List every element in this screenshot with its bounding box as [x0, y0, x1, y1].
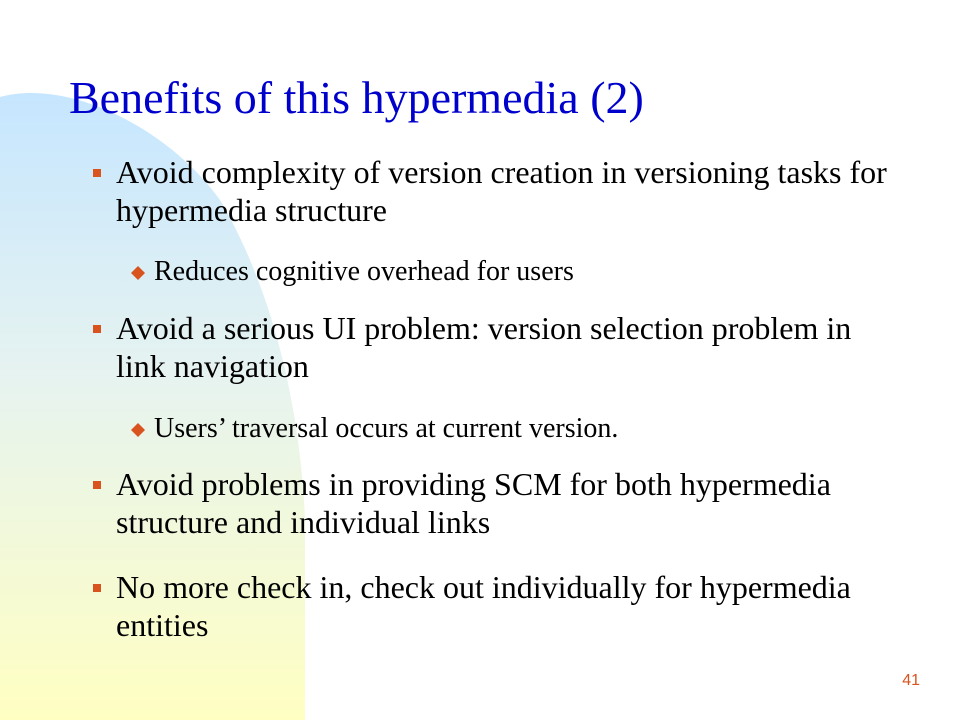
bullet-item	[116, 568, 906, 644]
square-bullet-icon	[93, 481, 101, 489]
bullet-item	[116, 465, 906, 541]
sub-bullet-item	[154, 412, 914, 446]
bullet-text: Avoid complexity of version creation in versioning tasks for hypermedia structure	[116, 154, 887, 228]
square-bullet-icon	[93, 325, 101, 333]
bullet-item	[116, 153, 906, 229]
bullet-text: Avoid a serious UI problem: version selection problem in link navigation	[116, 310, 852, 384]
square-bullet-icon	[93, 584, 101, 592]
diamond-bullet-icon	[131, 266, 145, 280]
sub-bullet-item	[154, 255, 914, 289]
page-number: 41	[902, 672, 920, 689]
sub-bullet-text: Reduces cognitive overhead for users	[154, 256, 574, 287]
sub-bullet-text: Users’ traversal occurs at current version.	[154, 413, 619, 444]
bullet-text: Avoid problems in providing SCM for both hypermedia structure and individual links	[116, 466, 831, 540]
bullet-text: No more check in, check out individually for hypermedia entities	[116, 569, 851, 643]
slide-title: Benefits of this hypermedia (2)	[69, 72, 644, 123]
bullet-item	[116, 309, 906, 385]
diamond-bullet-icon	[131, 423, 145, 437]
square-bullet-icon	[93, 169, 101, 177]
